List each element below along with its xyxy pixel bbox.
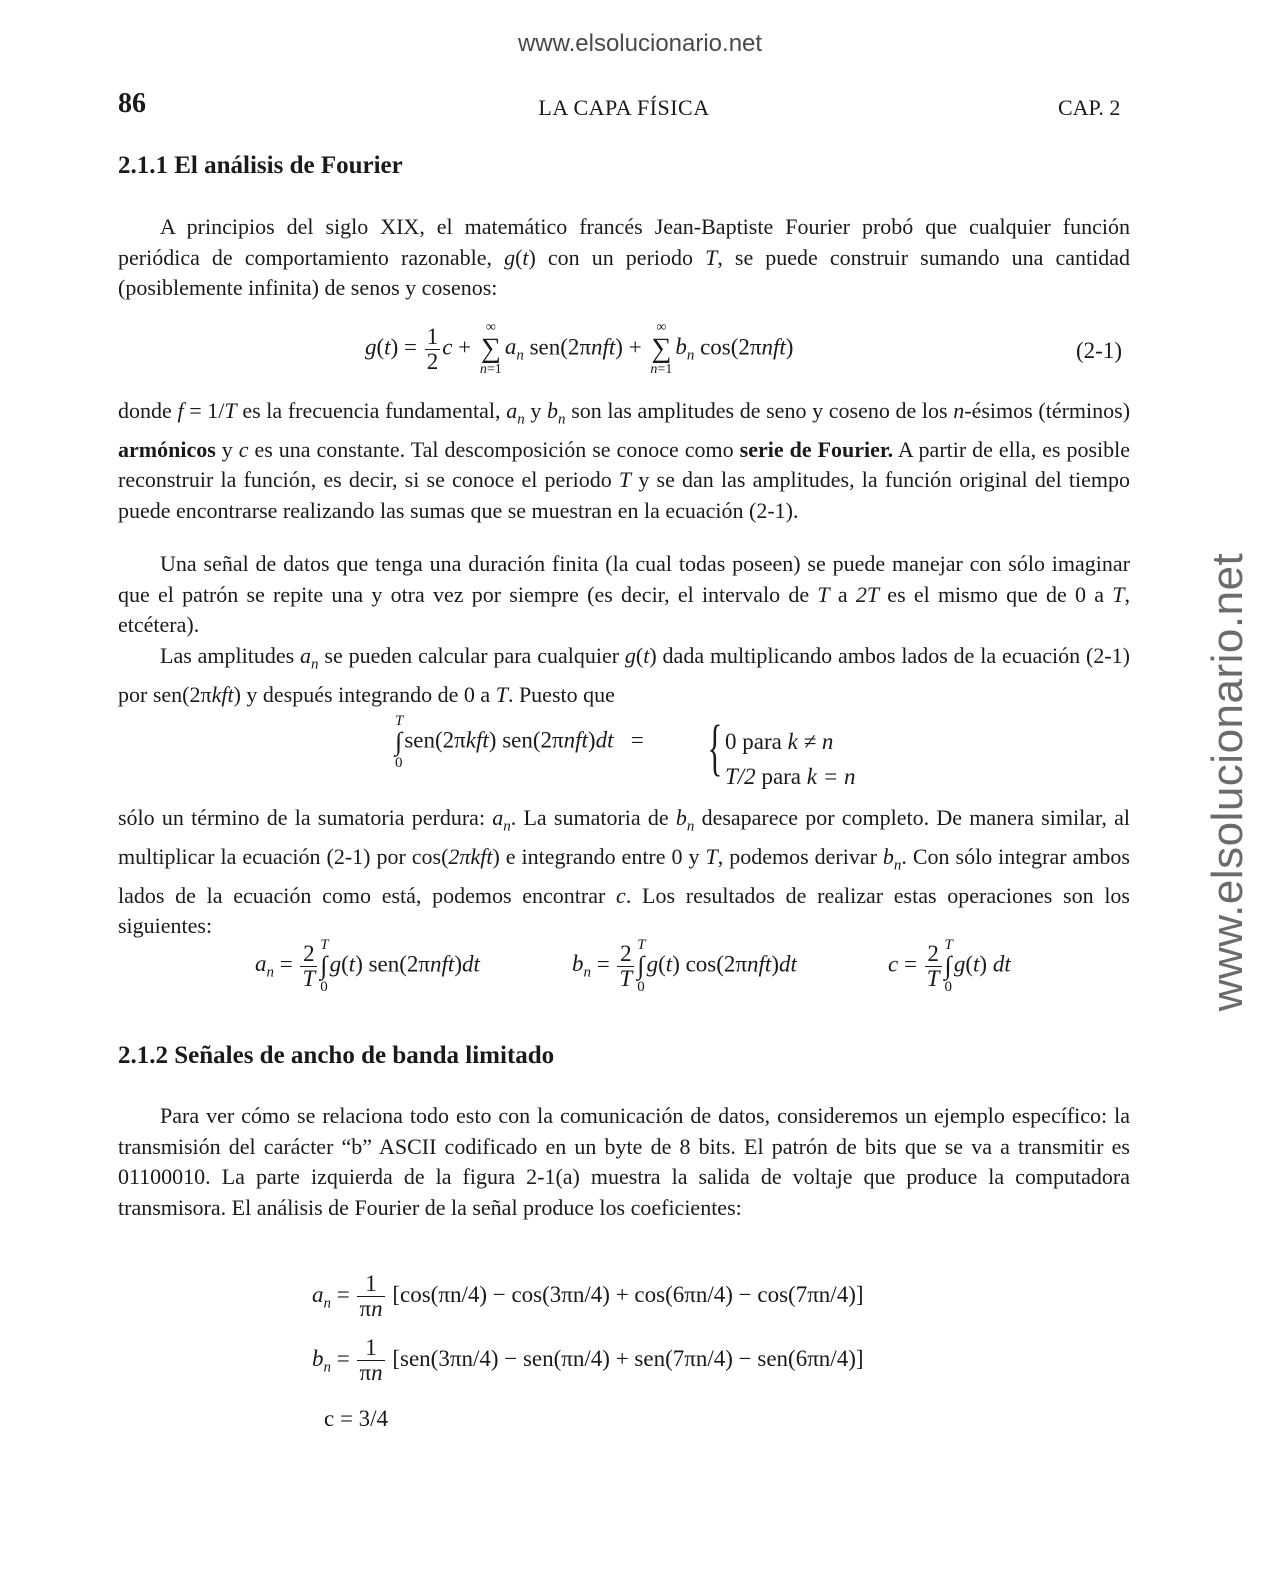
equation-case-values: 0 para k ≠ n T/2 para k = n (725, 729, 856, 789)
equation-fourier-series: g(t) = $\frac{1}{2}$ c + ∞ ∑ n=1 $a_n$ sen(2πnft) + ∞ ∑ n=1 $b_n$ cos(2πnft) (365, 320, 794, 377)
running-title: LA CAPA FÍSICA (538, 95, 710, 120)
paragraph-sum-terms: sólo un término de la sumatoria perdura: $a_n$. La sumatoria de $b_n$ desaparece por completo. De manera similar, al multiplicar la ecuación (2-1) por cos(2πkft) e integrando entre 0 y T, podemos derivar $b_n$. Con sólo integrar ambos lados de la ecuación como está, podemos encontrar c. Los resultados de realizar estas operaciones son los siguientes: (118, 805, 1130, 939)
equation-example-bn: $b_n$ = $\frac{1}{\pi n}$ [sen(3πn/4) − sen(πn/4) + sen(7πn/4) − sen(6πn/4)] (312, 1335, 864, 1385)
equation-example-c: c = 3/4 (324, 1406, 389, 1431)
paragraph-fourier-definition: donde f = 1/T es la frecuencia fundamental, $a_n$ y $b_n$ son las amplitudes de seno y coseno de los n-ésimos (términos) armónicos y c es una constante. Tal descomposición se conoce como serie de Fourier. A partir de ella, es posible reconstruir la función, es decir, si se conoce el periodo T y se dan las amplitudes, la función original del tiempo puede encontrarse realizando las sumas que se muestran en la ecuación (2-1). (118, 398, 1131, 523)
equation-cases: { (707, 714, 723, 782)
watermark-top: www.elsolucionario.net (517, 30, 763, 57)
chapter-label: CAP. 2 (1058, 95, 1121, 120)
section-heading-bandwidth: 2.1.2 Señales de ancho de banda limitado (118, 1042, 555, 1069)
equation-coefficient-an: $a_n$ = $\frac{2}{T}$ T ∫ 0 g(t) sen(2πnft)dt (255, 937, 480, 995)
section-heading-fourier: 2.1.1 El análisis de Fourier (118, 152, 403, 179)
paragraph-finite-signal: Una señal de datos que tenga una duración finita (la cual todas poseen) se puede manejar con sólo imaginar que el patrón se repite una y otra vez por siempre (es decir, el intervalo de T a 2T es el mismo que de 0 a T, etcétera). (118, 551, 1131, 637)
page-number: 86 (118, 88, 146, 119)
equation-orthogonality: T ∫ 0 sen(2πkft) sen(2πnft)dt = (395, 713, 644, 771)
equation-coefficient-bn: $b_n$ = $\frac{2}{T}$ T ∫ 0 g(t) cos(2πnft)dt (572, 937, 797, 995)
paragraph-ascii-example: Para ver cómo se relaciona todo esto con la comunicación de datos, consideremos un ejemplo específico: la transmisión del carácter “b” ASCII codificado en un byte de 8 bits. El patrón de bits que se va a transmitir es 01100010. La parte izquierda de la figura 2-1(a) muestra la salida de voltaje que produce la computadora transmisora. El análisis de Fourier de la señal produce los coeficientes: (118, 1103, 1130, 1220)
paragraph-fourier-intro: A principios del siglo XIX, el matemático francés Jean-Baptiste Fourier probó que cualquier función periódica de comportamiento razonable, g(t) con un periodo T, se puede construir sumando una cantidad (posiblemente infinita) de senos y cosenos: (118, 214, 1131, 300)
equation-label: (2-1) (1076, 338, 1122, 363)
equation-coefficient-c: c = $\frac{2}{T}$ T ∫ 0 g(t) dt (888, 937, 1011, 995)
equation-example-an: $a_n$ = $\frac{1}{\pi n}$ [cos(πn/4) − cos(3πn/4) + cos(6πn/4) − cos(7πn/4)] (312, 1271, 864, 1321)
paragraph-amplitudes: Las amplitudes $a_n$ se pueden calcular para cualquier g(t) dada multiplicando ambos lados de la ecuación (2-1) por sen(2πkft) y después integrando de 0 a T. Puesto que (118, 643, 1131, 707)
